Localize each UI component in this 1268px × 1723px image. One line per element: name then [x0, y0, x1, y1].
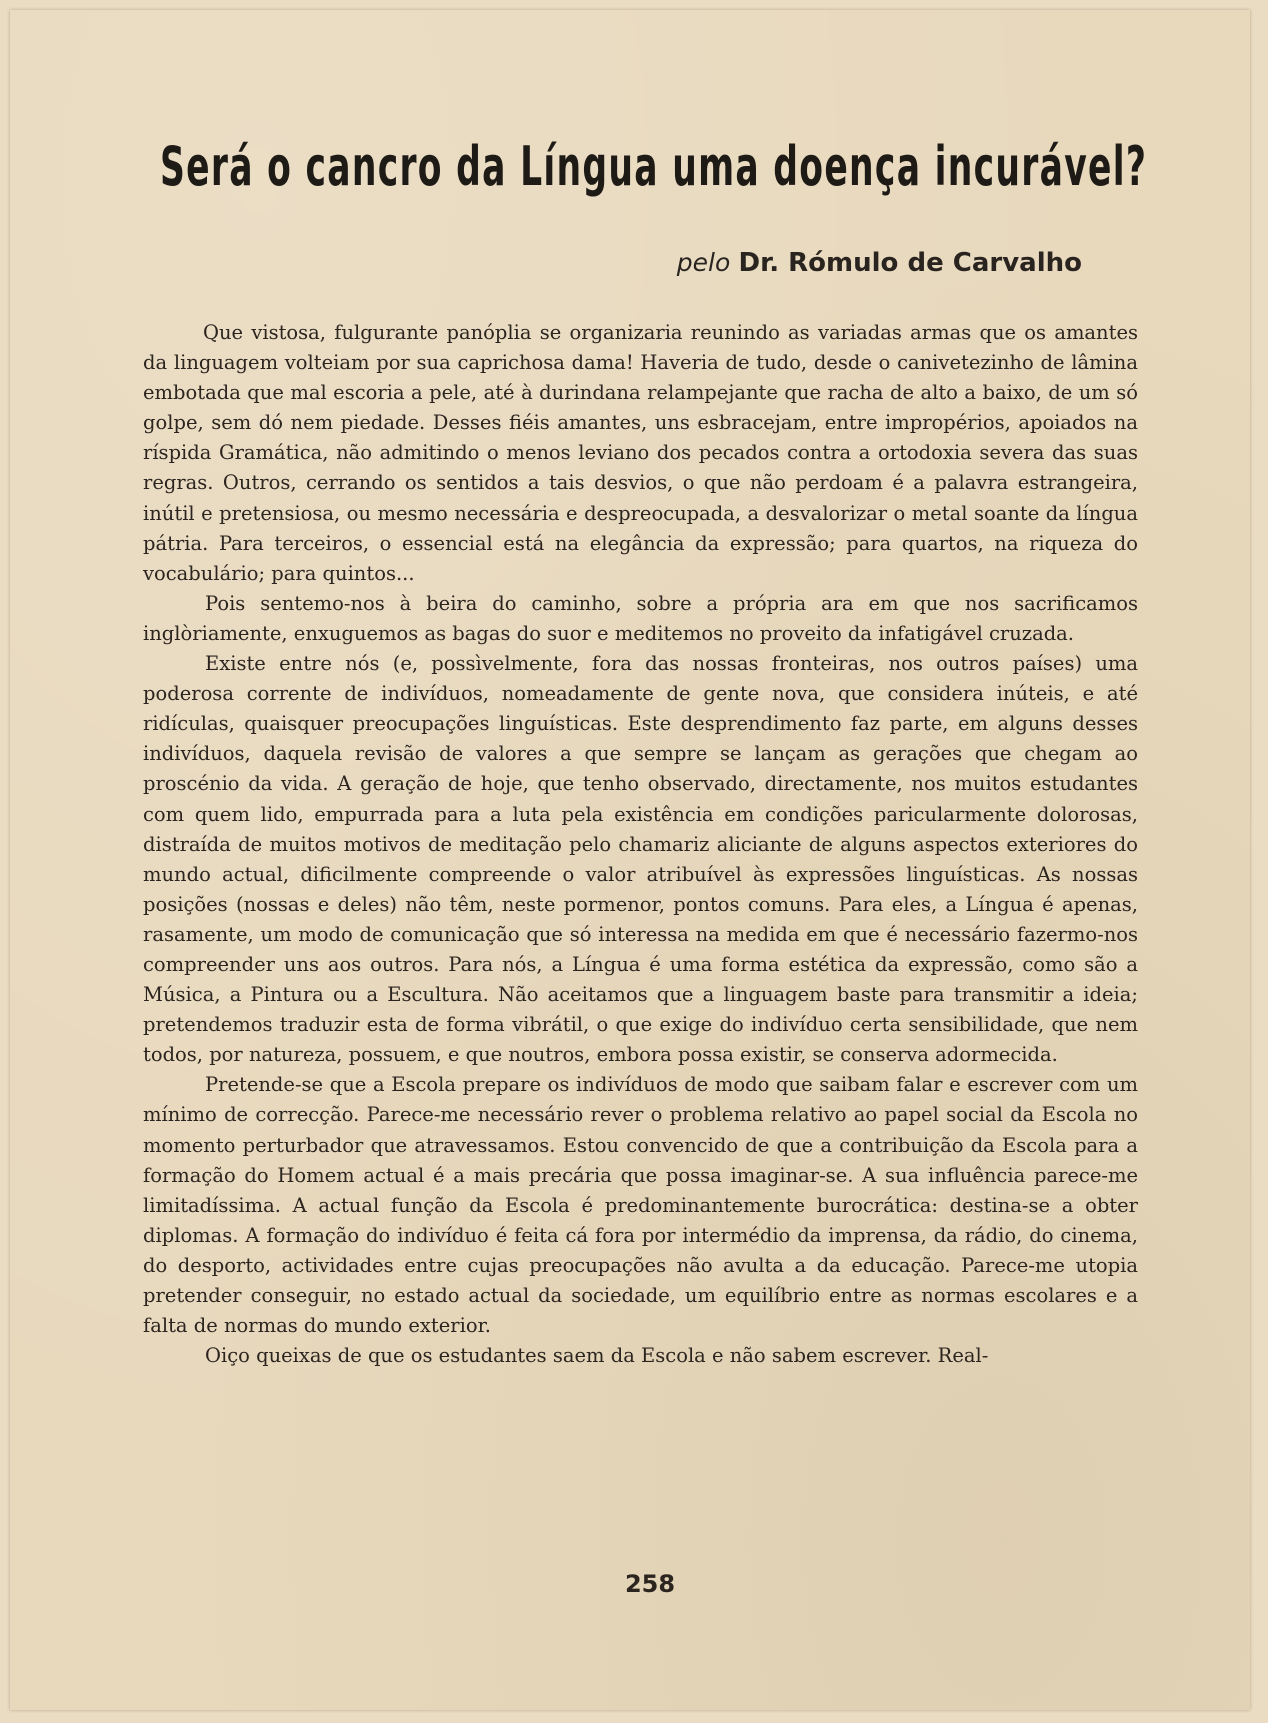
page-number: 258 [624, 1570, 676, 1598]
paragraph-2: Pois sentemo-nos à beira do caminho, sobre a própria ara em que nos sacrificamos inglòriamente, enxuguemos as bagas do suor e meditemos no proveito da infatigável cruzada. [143, 591, 1138, 645]
article-body [143, 318, 1138, 1371]
paragraph-3: Existe entre nós (e, possìvelmente, fora das nossas fronteiras, nos outros países) uma poderosa corrente de indivíduos, nomeadamente de gente nova, que considera inúteis, e até ridículas, quaisquer preocupações linguísticas. Este desprendimento faz parte, em alguns desses indivíduos, daquela revisão de valores a que sempre se lançam as gerações que chegam ao proscénio da vida. A geração de hoje, que tenho observado, directamente, nos muitos estudantes com quem lido, empurrada para a luta pela existência em condições paricularmente dolorosas, distraída de muitos motivos de meditação pelo chamariz aliciante de alguns aspectos exteriores do mundo actual, dificilmente compreende o valor atribuível às expressões linguísticas. As nossas posições (nossas e deles) não têm, neste pormenor, pontos comuns. Para eles, a Língua é apenas, rasamente, um modo de comunicação que só interessa na medida em que é necessário fazermo-nos compreender uns aos outros. Para nós, a Língua é uma forma estética da expressão, como são a Música, a Pintura ou a Escultura. Não aceitamos que a linguagem baste para transmitir a ideia; pretendemos traduzir esta de forma vibrátil, o que exige do indivíduo certa sensibilidade, que nem todos, por natureza, possuem, e que noutros, embora possa existir, se conserva adormecida. [143, 652, 1138, 1067]
byline-prefix: pelo [676, 248, 731, 277]
article-title: Será o cancro da Língua uma doença incurável? [160, 135, 1148, 198]
paragraph-1: Que vistosa, fulgurante panóplia se organizaria reunindo as variadas armas que os amantes da linguagem volteiam por sua caprichosa dama! Haveria de tudo, desde o canivetezinho de lâmina embotada que mal escoria a pele, até à durindana relampejante que racha de alto a baixo, de um só golpe, sem dó nem piedade. Desses fiéis amantes, uns esbracejam, entre impropérios, apoiados na ríspida Gramática, não admitindo o menos leviano dos pecados contra a ortodoxia severa das suas regras. Outros, cerrando os sentidos a tais desvios, o que não perdoam é a palavra estrangeira, inútil e pretensiosa, ou mesmo necessária e despreocupada, a desvalorizar o metal soante da língua pátria. Para terceiros, o essencial está na elegância da expressão; para quartos, na riqueza do vocabulário; para quintos... [143, 321, 1138, 585]
paragraph-5: Oiço queixas de que os estudantes saem da Escola e não sabem escrever. Real- [205, 1344, 989, 1368]
byline [677, 248, 1082, 278]
page [10, 10, 1250, 1710]
byline-author: Dr. Rómulo de Carvalho [738, 248, 1082, 278]
paragraph-4: Pretende-se que a Escola prepare os indivíduos de modo que saibam falar e escrever com um mínimo de correcção. Parece-me necessário rever o problema relativo ao papel social da Escola no momento perturbador que atravessamos. Estou convencido de que a contribuição da Escola para a formação do Homem actual é a mais precária que possa imaginar-se. A sua influência parece-me limitadíssima. A actual função da Escola é predominantemente burocrática: destina-se a obter diplomas. A formação do indivíduo é feita cá fora por intermédio da imprensa, da rádio, do cinema, do desporto, actividades entre cujas preocupações não avulta a da educação. Parece-me utopia pretender conseguir, no estado actual da sociedade, um equilíbrio entre as normas escolares e a falta de normas do mundo exterior. [143, 1073, 1138, 1338]
